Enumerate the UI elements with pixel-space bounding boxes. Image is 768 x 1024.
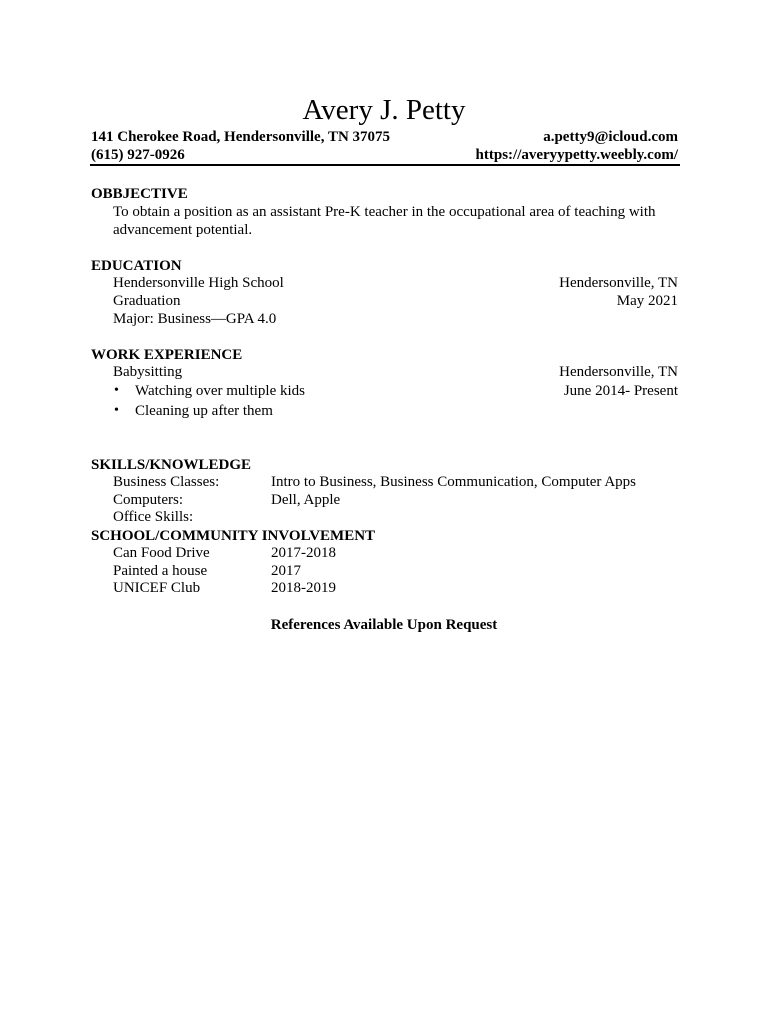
references-note: References Available Upon Request	[270, 617, 498, 633]
email: a.petty9@icloud.com	[543, 129, 678, 145]
work-job: Babysitting	[113, 364, 183, 380]
skills-label: Computers:	[113, 492, 183, 508]
skills-value: Intro to Business, Business Communication, Computer Apps	[271, 474, 637, 490]
address: 141 Cherokee Road, Hendersonville, TN 37075	[91, 129, 391, 145]
involvement-label: Can Food Drive	[113, 545, 210, 561]
header-divider	[90, 164, 680, 166]
objective-line-1: To obtain a position as an assistant Pre-K teacher in the occupational area of teaching with	[113, 204, 656, 220]
bullet-icon: •	[114, 383, 119, 398]
education-school: Hendersonville High School	[113, 275, 284, 291]
skills-label: Office Skills:	[113, 509, 194, 525]
skills-label: Business Classes:	[113, 474, 220, 490]
objective-heading: OBBJECTIVE	[91, 186, 188, 202]
work-dates: June 2014- Present	[563, 383, 678, 399]
work-bullet-1: Watching over multiple kids	[135, 383, 306, 399]
involvement-value: 2017	[271, 563, 301, 579]
involvement-value: 2018-2019	[271, 580, 336, 596]
work-heading: WORK EXPERIENCE	[91, 347, 243, 363]
resume-name: Avery J. Petty	[302, 94, 466, 126]
objective-line-2: advancement potential.	[113, 222, 253, 238]
involvement-label: UNICEF Club	[113, 580, 201, 596]
education-location: Hendersonville, TN	[559, 275, 678, 291]
website: https://averyypetty.weebly.com/	[475, 147, 678, 163]
education-graduation-label: Graduation	[113, 293, 181, 309]
involvement-heading: SCHOOL/COMMUNITY INVOLVEMENT	[91, 528, 376, 544]
education-heading: EDUCATION	[91, 258, 182, 274]
phone: (615) 927-0926	[91, 147, 185, 163]
involvement-value: 2017-2018	[271, 545, 336, 561]
education-major: Major: Business—GPA 4.0	[113, 311, 277, 327]
bullet-icon: •	[114, 403, 119, 418]
skills-value: Dell, Apple	[271, 492, 341, 508]
involvement-label: Painted a house	[113, 563, 208, 579]
work-bullet-2: Cleaning up after them	[135, 403, 273, 419]
work-location: Hendersonville, TN	[559, 364, 678, 380]
skills-heading: SKILLS/KNOWLEDGE	[91, 457, 252, 473]
education-graduation-date: May 2021	[616, 293, 678, 309]
